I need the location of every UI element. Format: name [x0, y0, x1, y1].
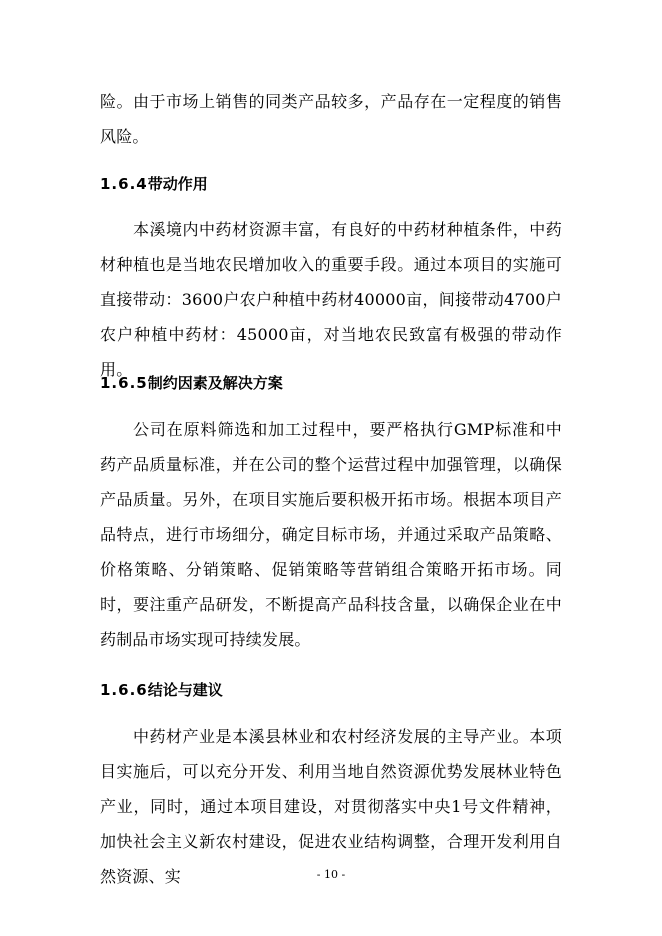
section-title: 带动作用	[147, 175, 208, 193]
page-number: - 10 -	[316, 868, 346, 881]
section-number: 1.6.6	[100, 681, 148, 699]
section-number: 1.6.5	[100, 374, 148, 392]
paragraph-sales-risk: 险。由于市场上销售的同类产品较多，产品存在一定程度的销售风险。	[100, 92, 562, 146]
paragraph-driving-effect: 本溪境内中药材资源丰富，有良好的中药材种植条件，中药材种植也是当地农民增加收入的重要手段。通过本项目的实施可直接带动：3600户农户种植中药材40000亩，间接带动4700户农户种植中药材：45000亩，对当地农民致富有极强的带动作用。	[100, 220, 562, 379]
section-heading-constraints	[100, 371, 562, 395]
section-number: 1.6.4	[100, 175, 148, 193]
paragraph-conclusion: 中药材产业是本溪县林业和农村经济发展的主导产业。本项目实施后，可以充分开发、利用当地自然资源优势发展林业特色产业，同时，通过本项目建设，对贯彻落实中央1号文件精神，加快社会主义新农村建设，促进农业结构调整，合理开发利用自然资源、实	[100, 727, 562, 886]
section-title: 结论与建议	[147, 681, 223, 699]
section-title: 制约因素及解决方案	[147, 374, 283, 392]
paragraph-constraints: 公司在原料筛选和加工过程中，要严格执行GMP标准和中药产品质量标准，并在公司的整个运营过程中加强管理，以确保产品质量。另外，在项目实施后要积极开拓市场。根据本项目产品特点，进行市场细分，确定目标市场，并通过采取产品策略、价格策略、分销策略、促销策略等营销组合策略开拓市场。同时，要注重产品研发，不断提高产品科技含量，以确保企业在中药制品市场实现可持续发展。	[100, 420, 562, 649]
section-heading-driving-effect	[100, 172, 562, 196]
section-heading-conclusion	[100, 678, 562, 702]
